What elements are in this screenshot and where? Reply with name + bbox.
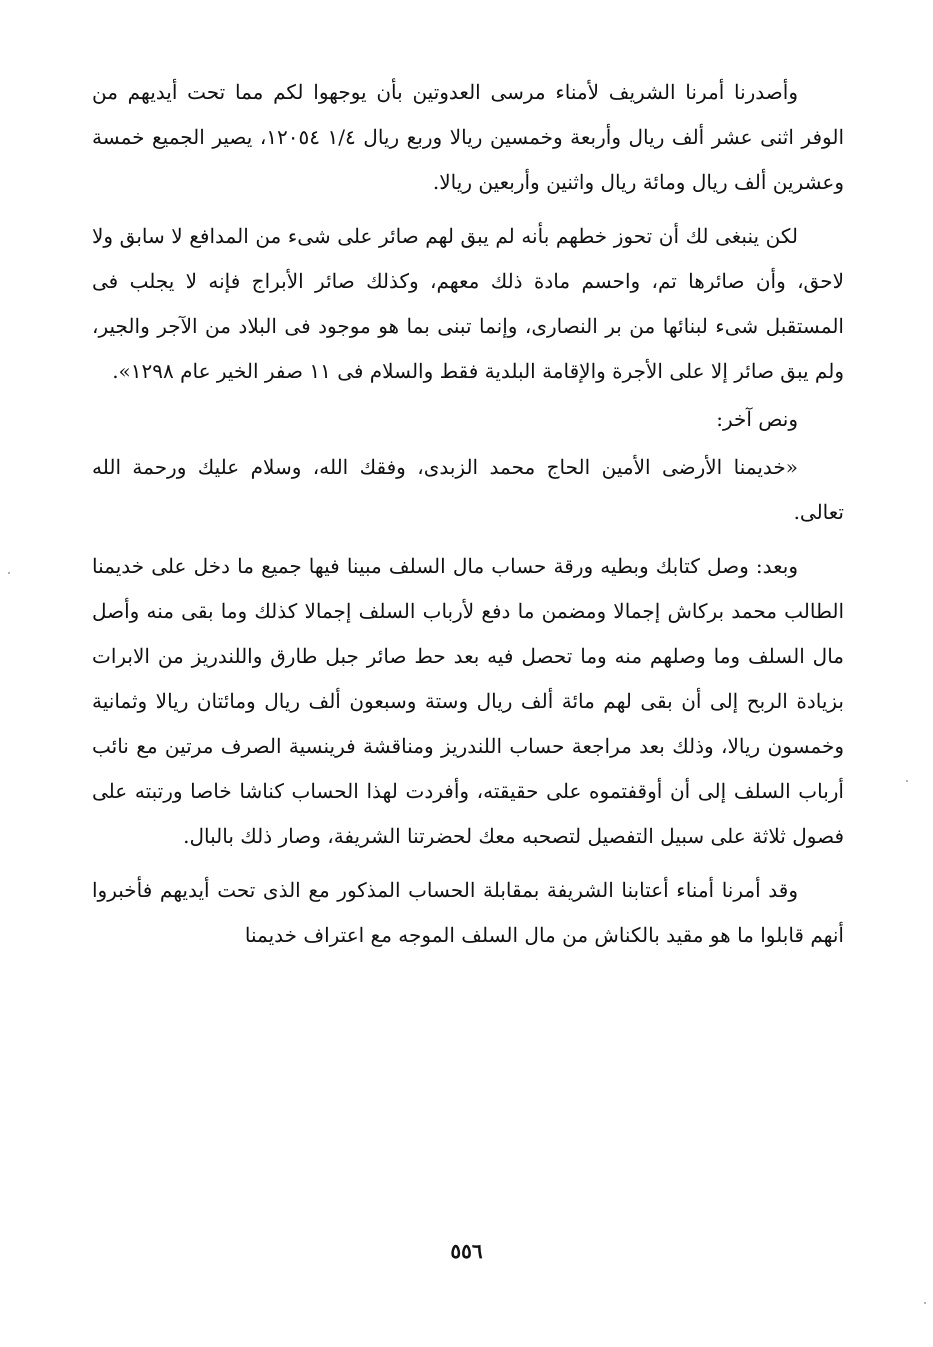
paragraph-4: «خديمنا الأرضى الأمين الحاج محمد الزبدى، وفقك الله، وسلام عليك ورحمة الله تعالى.: [92, 455, 844, 524]
paragraph-6: وقد أمرنا أمناء أعتابنا الشريفة بمقابلة الحساب المذكور مع الذى تحت أيديهم فأخبروا أنهم قابلوا ما هو مقيد بالكناش من مال السلف الموجه مع اعتراف خديمنا: [92, 878, 844, 947]
paragraph-5: وبعد: وصل كتابك وبطيه ورقة حساب مال السلف مبينا فيها جميع ما دخل على خديمنا الطالب محمد بركاش إجمالا ومضمن ما دفع لأرباب السلف إجمالا كذلك وما بقى منه وأصل مال السلف وما وصلهم منه وما تحصل فيه بعد حط صائر جبل طارق واللندريز من الابرات بزيادة الربح إلى أن بقى لهم مائة ألف ريال وستة وسبعون ألف ريال ومائتان ريالا وثمانية وخمسون ريالا، وذلك بعد مراجعة حساب اللندريز ومناقشة فرينسية الصرف مرتين مع نائب أرباب السلف إلى أن أوقفتموه على حقيقته، وأفردت لهذا الحساب كناشا خاصا ورتبته على فصول ثلاثة على سبيل التفصيل لتصحبه معك لحضرتنا الشريفة، وصار ذلك بالبال.: [92, 554, 844, 848]
body-text: [92, 70, 844, 958]
scan-speck: [8, 572, 10, 574]
scan-speck: [924, 1302, 926, 1304]
page-number: ٥٥٦: [450, 1239, 483, 1263]
paragraph-2: لكن ينبغى لك أن تحوز خطهم بأنه لم يبق لهم صائر على شىء من المدافع لا سابق ولا لاحق، وأن صائرها تم، واحسم مادة ذلك معهم، وكذلك صائر الأبراج فإنه لا يجلب فى المستقبل شىء لبنائها من بر النصارى، وإنما تبنى بما هو موجود فى البلاد من الآجر والجير، ولم يبق صائر إلا على الأجرة والإقامة البلدية فقط والسلام فى ١١ صفر الخير عام ١٢٩٨».: [92, 224, 844, 383]
paragraph-3: ونص آخر:: [716, 407, 798, 431]
paragraph-1: وأصدرنا أمرنا الشريف لأمناء مرسى العدوتين بأن يوجهوا لكم مما تحت أيديهم من الوفر اثنى عشر ألف ريال وأربعة وخمسين ريالا وربع ريال ١/٤ ١٢٠٥٤، يصير الجميع خمسة وعشرين ألف ريال ومائة ريال واثنين وأربعين ريالا.: [92, 80, 845, 194]
scan-speck: [906, 780, 908, 782]
